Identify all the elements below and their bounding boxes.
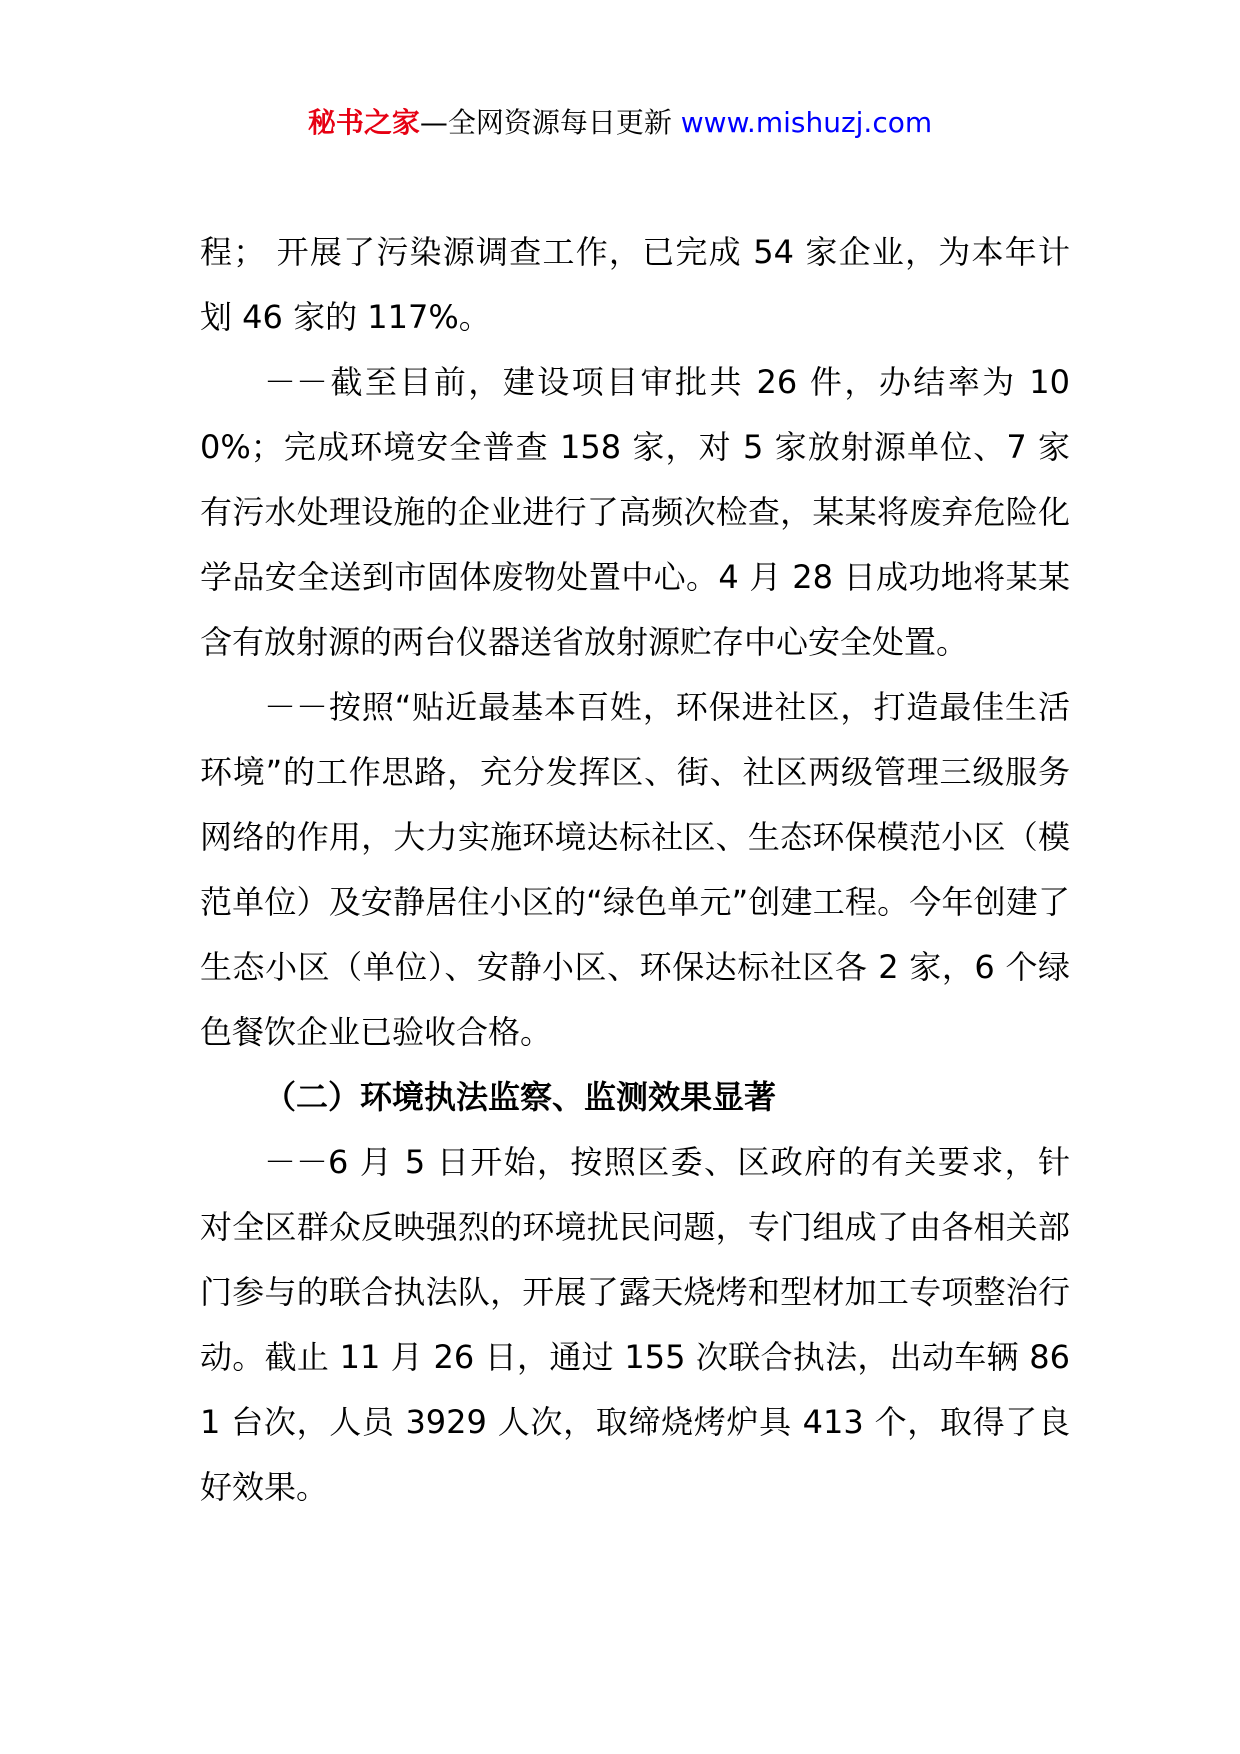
paragraph-community-environment: －－按照“贴近最基本百姓，环保进社区，打造最佳生活环境”的工作思路，充分发挥区、街、社区两级管理三级服务网络的作用，大力实施环境达标社区、生态环保模范小区（模范单位）及安静居住小区的“绿色单元”创建工程。今年创建了生态小区（单位）、安静小区、环保达标社区各 2 家，6 个绿色餐饮企业已验收合格。 (200, 688, 1070, 1051)
section-heading: （二）环境执法监察、监测效果显著 (264, 1078, 777, 1116)
paragraph-joint-enforcement: －－6 月 5 日开始，按照区委、区政府的有关要求，针对全区群众反映强烈的环境扰民问题，专门组成了由各相关部门参与的联合执法队，开展了露天烧烤和型材加工专项整治行动。截止 11 月 26 日，通过 155 次联合执法，出动车辆 861 台次，人员 3929 人次，取缔烧烤炉具 413 个，取得了良好效果。 (200, 1143, 1070, 1506)
page-header (0, 103, 1240, 143)
paragraph-pollution-survey: 程； 开展了污染源调查工作，已完成 54 家企业，为本年计划 46 家的 117%。 (200, 233, 1070, 336)
site-url-link[interactable]: www.mishuzj.com (680, 106, 933, 139)
brand-name: 秘书之家 (307, 106, 420, 139)
header-tagline: —全网资源每日更新 (419, 106, 681, 139)
paragraph-project-approval: －－截至目前，建设项目审批共 26 件，办结率为 100%；完成环境安全普查 158 家，对 5 家放射源单位、7 家有污水处理设施的企业进行了高频次检查，某某将废弃危险化学品安全送到市固体废物处置中心。4 月 28 日成功地将某某含有放射源的两台仪器送省放射源贮存中心安全处置。 (200, 363, 1070, 661)
document-body (200, 220, 1070, 1520)
